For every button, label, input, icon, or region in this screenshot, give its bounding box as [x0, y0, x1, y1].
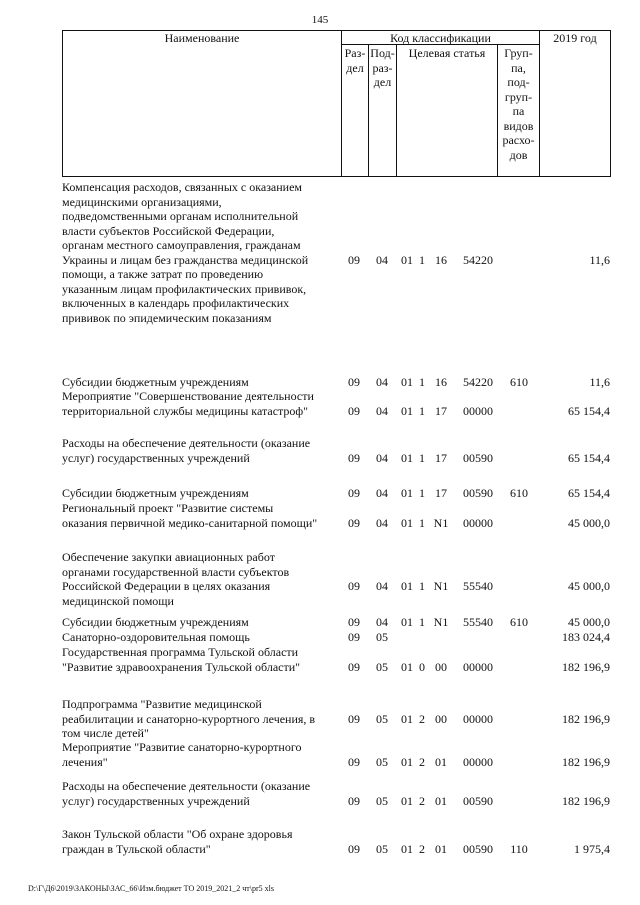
header-gruppa: Груп- па, под- груп- па видов расхо- дов: [502, 46, 535, 162]
row-name-line: Компенсация расходов, связанных с оказанием: [62, 180, 303, 194]
row-name: [62, 180, 344, 325]
row-name: [62, 740, 344, 769]
row-name-line: Субсидии бюджетным учреждениям: [62, 486, 249, 500]
event-code-cell: 01: [435, 754, 447, 769]
podrazdel-cell: 04: [376, 252, 388, 267]
amount-cell: 183 024,4: [562, 630, 610, 644]
amount-cell: 45 000,0: [568, 515, 610, 530]
program-code-cell: 01: [401, 841, 413, 856]
direction-code-cell: 55540: [463, 615, 493, 629]
event-code-cell: 16: [435, 375, 447, 389]
row-name-line: указанным лицам профилактических прививок,: [62, 281, 307, 296]
row-name-line: услуг) государственных учреждений: [62, 793, 250, 808]
razdel-cell: 09: [348, 841, 360, 856]
row-name-line: территориальной службы медицины катастроф": [62, 403, 309, 418]
header-year: 2019 год: [553, 31, 597, 45]
row-name-line: Закон Тульской области "Об охране здоровья: [62, 827, 293, 841]
direction-code-cell: 00590: [463, 793, 493, 808]
subprogram-code-cell: 1: [419, 403, 425, 418]
podrazdel-cell: 04: [376, 450, 388, 465]
row-name-line: услуг) государственных учреждений: [62, 450, 250, 465]
row-name-line: Мероприятие "Развитие санаторно-курортного: [62, 740, 302, 754]
page-number: 145: [311, 14, 329, 26]
header-name: Наименование: [164, 31, 240, 45]
program-code-cell: 01: [401, 615, 413, 629]
podrazdel-cell: 05: [376, 659, 388, 674]
row-name-line: медицинскими организациями,: [62, 194, 222, 209]
event-code-cell: 01: [435, 793, 447, 808]
subprogram-code-cell: 2: [419, 793, 425, 808]
amount-cell: 65 154,4: [568, 450, 610, 465]
razdel-cell: 09: [348, 659, 360, 674]
direction-code-cell: 00000: [463, 403, 493, 418]
header-razdel: Раз- дел: [344, 46, 366, 75]
row-name-line: органами государственной власти субъектов: [62, 564, 290, 579]
direction-code-cell: 00000: [463, 515, 493, 530]
row-name-line: том числе детей": [62, 726, 149, 740]
podrazdel-cell: 05: [376, 630, 388, 644]
event-code-cell: 00: [435, 659, 447, 674]
row-name-line: граждан в Тульской области": [62, 841, 211, 856]
podrazdel-cell: 05: [376, 754, 388, 769]
subprogram-code-cell: 1: [419, 450, 425, 465]
program-code-cell: 01: [401, 711, 413, 726]
row-name-line: Государственная программа Тульской области: [62, 645, 299, 659]
program-code-cell: 01: [401, 515, 413, 530]
podrazdel-cell: 04: [376, 403, 388, 418]
direction-code-cell: 55540: [463, 579, 493, 593]
razdel-cell: 09: [348, 711, 360, 726]
razdel-cell: 09: [348, 515, 360, 530]
direction-code-cell: 54220: [463, 252, 493, 267]
row-name-line: Расходы на обеспечение деятельности (оказание: [62, 779, 311, 793]
subprogram-code-cell: 1: [419, 515, 425, 530]
event-code-cell: 17: [435, 403, 447, 418]
row-name-line: Мероприятие "Совершенствование деятельности: [62, 389, 314, 403]
direction-code-cell: 00590: [463, 486, 493, 500]
event-code-cell: 01: [435, 841, 447, 856]
direction-code-cell: 00590: [463, 841, 493, 856]
event-code-cell: 17: [435, 450, 447, 465]
row-name-line: Украины и лицам без гражданства медицинской: [62, 252, 309, 267]
direction-code-cell: 00590: [463, 450, 493, 465]
row-name-line: Субсидии бюджетным учреждениям: [62, 615, 249, 629]
expense-type-cell: 610: [510, 615, 528, 629]
program-code-cell: 01: [401, 793, 413, 808]
amount-cell: 182 196,9: [562, 754, 610, 769]
row-name: [62, 436, 344, 465]
row-name-line: Расходы на обеспечение деятельности (оказание: [62, 436, 311, 450]
row-name-line: Российской Федерации в целях оказания: [62, 579, 271, 593]
row-name-line: помощи, а также затрат по проведению: [62, 267, 264, 281]
row-name: [62, 630, 344, 645]
row-name-line: органам местного самоуправления, гражданам: [62, 238, 301, 252]
podrazdel-cell: 04: [376, 615, 388, 629]
razdel-cell: 09: [348, 252, 360, 267]
amount-cell: 182 196,9: [562, 793, 610, 808]
row-name-line: Санаторно-оздоровительная помощь: [62, 630, 250, 644]
amount-cell: 11,6: [589, 252, 610, 267]
row-name-line: "Развитие здравоохранения Тульской области": [62, 659, 301, 674]
subprogram-code-cell: 1: [419, 486, 425, 500]
direction-code-cell: 00000: [463, 754, 493, 769]
row-name-line: лечения": [62, 754, 108, 769]
row-name-line: Региональный проект "Развитие системы: [62, 501, 274, 515]
subprogram-code-cell: 2: [419, 711, 425, 726]
razdel-cell: 09: [348, 793, 360, 808]
header-podrazdel: Под- раз- дел: [370, 46, 395, 89]
row-name-line: прививок по эпидемическим показаниям: [62, 310, 272, 325]
expense-type-cell: 110: [510, 841, 528, 856]
razdel-cell: 09: [348, 450, 360, 465]
razdel-cell: 09: [348, 754, 360, 769]
amount-cell: 182 196,9: [562, 711, 610, 726]
row-name: [62, 389, 344, 418]
razdel-cell: 09: [348, 579, 360, 593]
subprogram-code-cell: 0: [419, 659, 425, 674]
expense-type-cell: 610: [510, 486, 528, 500]
podrazdel-cell: 05: [376, 793, 388, 808]
amount-cell: 65 154,4: [568, 486, 610, 500]
header-classification: Код классификации: [390, 31, 491, 45]
file-path-footer: D:\Г\Д6\2019\ЗАКОНЫ\ЗАС_66\Изм.бюджет ТО 2019_2021_2 чт\pr5 xls: [28, 884, 274, 893]
podrazdel-cell: 04: [376, 579, 388, 593]
event-code-cell: 16: [435, 252, 447, 267]
subprogram-code-cell: 2: [419, 754, 425, 769]
direction-code-cell: 00000: [463, 659, 493, 674]
direction-code-cell: 54220: [463, 375, 493, 389]
row-name: [62, 697, 344, 741]
header-celevaya: Целевая статья: [408, 46, 486, 60]
row-name-line: реабилитации и санаторно-курортного лечения, в: [62, 711, 316, 726]
amount-cell: 45 000,0: [568, 615, 610, 629]
amount-cell: 1 975,4: [574, 841, 610, 856]
subprogram-code-cell: 1: [419, 375, 425, 389]
razdel-cell: 09: [348, 375, 360, 389]
row-name-line: включенных в календарь профилактических: [62, 296, 290, 310]
subprogram-code-cell: 1: [419, 252, 425, 267]
podrazdel-cell: 04: [376, 375, 388, 389]
direction-code-cell: 00000: [463, 711, 493, 726]
row-name-line: Подпрограмма "Развитие медицинской: [62, 697, 262, 711]
podrazdel-cell: 05: [376, 841, 388, 856]
amount-cell: 182 196,9: [562, 659, 610, 674]
event-code-cell: N1: [433, 615, 449, 629]
podrazdel-cell: 04: [376, 515, 388, 530]
row-name: [62, 827, 344, 856]
row-name: [62, 779, 344, 808]
row-name-line: оказания первичной медико-санитарной помощи": [62, 515, 318, 530]
row-name-line: власти субъектов Российской Федерации,: [62, 223, 275, 238]
program-code-cell: 01: [401, 450, 413, 465]
row-name: [62, 645, 344, 674]
event-code-cell: 00: [435, 711, 447, 726]
event-code-cell: 17: [435, 486, 447, 500]
row-name: [62, 615, 344, 630]
program-code-cell: 01: [401, 375, 413, 389]
subprogram-code-cell: 2: [419, 841, 425, 856]
program-code-cell: 01: [401, 486, 413, 500]
row-name-line: Субсидии бюджетным учреждениям: [62, 375, 249, 389]
event-code-cell: N1: [433, 579, 449, 593]
row-name-line: медицинской помощи: [62, 593, 174, 608]
amount-cell: 11,6: [589, 375, 610, 389]
razdel-cell: 09: [348, 486, 360, 500]
row-name: [62, 501, 344, 530]
razdel-cell: 09: [348, 403, 360, 418]
razdel-cell: 09: [348, 630, 360, 644]
subprogram-code-cell: 1: [419, 579, 425, 593]
program-code-cell: 01: [401, 252, 413, 267]
subprogram-code-cell: 1: [419, 615, 425, 629]
razdel-cell: 09: [348, 615, 360, 629]
podrazdel-cell: 05: [376, 711, 388, 726]
amount-cell: 45 000,0: [568, 579, 610, 593]
program-code-cell: 01: [401, 754, 413, 769]
row-name: [62, 486, 344, 501]
podrazdel-cell: 04: [376, 486, 388, 500]
row-name: [62, 375, 344, 390]
program-code-cell: 01: [401, 579, 413, 593]
program-code-cell: 01: [401, 403, 413, 418]
amount-cell: 65 154,4: [568, 403, 610, 418]
row-name-line: Обеспечение закупки авиационных работ: [62, 550, 275, 564]
expense-type-cell: 610: [510, 375, 528, 389]
row-name-line: подведомственными органам исполнительной: [62, 209, 299, 223]
event-code-cell: N1: [433, 515, 449, 530]
row-name: [62, 550, 344, 608]
program-code-cell: 01: [401, 659, 413, 674]
